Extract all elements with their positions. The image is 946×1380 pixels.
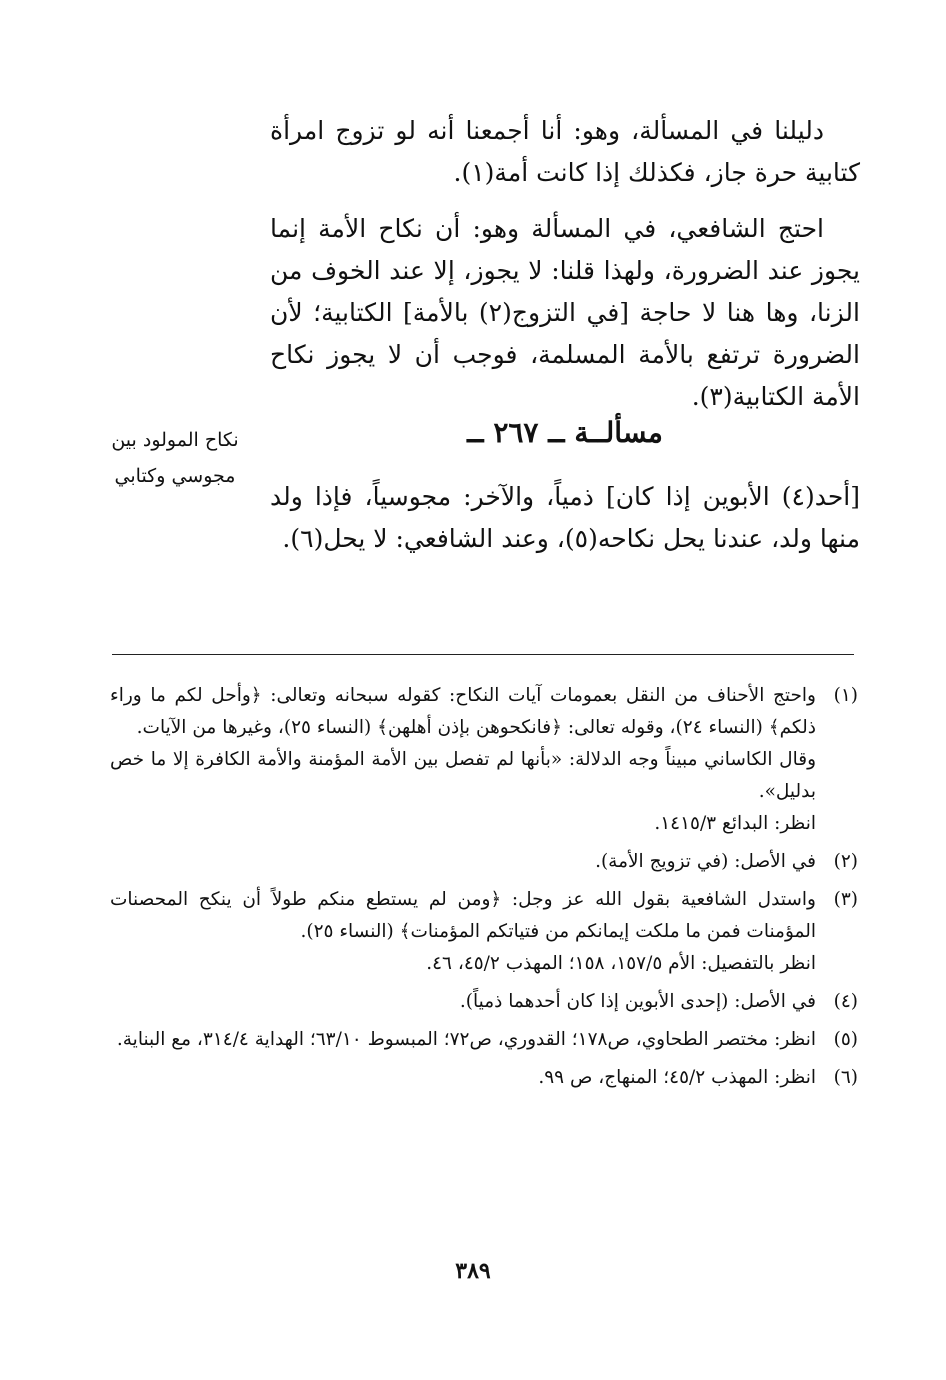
footnote-text: وقال الكاساني مبيناً وجه الدلالة: «بأنها لم تفصل بين الأمة المؤمنة والأمة الكافرة إلا ما خص بدليل». — [110, 749, 816, 802]
footnote-text: انظر: المهذب ٤٥/٢؛ المنهاج، ص ٩٩. — [538, 1067, 816, 1088]
footnote-text: انظر بالتفصيل: الأم ١٥٧/٥، ١٥٨؛ المهذب ٤٥/٢، ٤٦. — [426, 953, 816, 974]
margin-note-line-2: مجوسي وكتابي — [114, 465, 236, 487]
footnote-number: (٦) — [833, 1067, 858, 1088]
footnote-4 — [110, 986, 858, 1018]
footnote-number: (٣) — [833, 889, 858, 910]
footnote-text: انظر: مختصر الطحاوي، ص١٧٨؛ القدوري، ص٧٢؛ المبسوط ٦٣/١٠؛ الهداية ٣١٤/٤، مع البناية. — [116, 1029, 816, 1050]
footnote-number: (٥) — [833, 1029, 858, 1050]
footnote-5 — [110, 1024, 858, 1056]
footnote-2 — [110, 846, 858, 878]
footnote-number: (٢) — [833, 851, 858, 872]
body-paragraph-3: [أحد(٤) الأبوين إذا كان] ذمياً، والآخر: مجوسياً، فإذا ولد منها ولد، عندنا يحل نكاحه(٥)، وعند الشافعي: لا يحل(٦). — [270, 482, 860, 553]
footnote-6 — [110, 1062, 858, 1094]
footnotes — [110, 680, 858, 1100]
footnote-text: في الأصل: (إحدى الأبوين إذا كان أحدهما ذمياً). — [459, 991, 816, 1012]
body-paragraph-1: دليلنا في المسألة، وهو: أنا أجمعنا أنه لو تزوج امرأة كتابية حرة جاز، فكذلك إذا كانت أمة(١). — [270, 116, 860, 187]
footnote-text: انظر: البدائع ١٤١٥/٣. — [654, 813, 816, 834]
footnote-number: (٤) — [833, 991, 858, 1012]
footnote-3 — [110, 884, 858, 980]
footnote-number: (١) — [833, 685, 858, 706]
footnote-1 — [110, 680, 858, 840]
margin-note-line-1: نكاح المولود بين — [111, 429, 239, 451]
issue-heading: مسألــة ــ ٢٦٧ ــ — [467, 416, 663, 449]
footnote-text: في الأصل: (في تزويج الأمة). — [595, 851, 816, 872]
footnote-text: واحتج الأحناف من النقل بعمومات آيات النكاح: كقوله سبحانه وتعالى: ﴿وأحل لكم ما وراء ذلكم﴾ (النساء ٢٤)، وقوله تعالى: ﴿فانكحوهن بإذن أهلهن﴾ (النساء ٢٥)، وغيرها من الآيات. — [110, 685, 816, 738]
footnote-text: واستدل الشافعية بقول الله عز وجل: ﴿ومن لم يستطع منكم طولاً أن ينكح المحصنات المؤمنات فمن ما ملكت إيمانكم من فتياتكم المؤمنات﴾ (النساء ٢٥). — [110, 889, 816, 942]
page-number: ٣٨٩ — [455, 1258, 491, 1284]
footnote-divider — [112, 654, 854, 655]
body-paragraph-2: احتج الشافعي، في المسألة وهو: أن نكاح الأمة إنما يجوز عند الضرورة، ولهذا قلنا: لا يجوز، إلا عند الخوف من الزنا، وها هنا لا حاجة [في التزوج(٢) بالأمة] الكتابية؛ لأن الضرورة ترتفع بالأمة المسلمة، فوجب أن لا يجوز نكاح الأمة الكتابية(٣). — [270, 214, 860, 411]
margin-note — [95, 422, 255, 494]
